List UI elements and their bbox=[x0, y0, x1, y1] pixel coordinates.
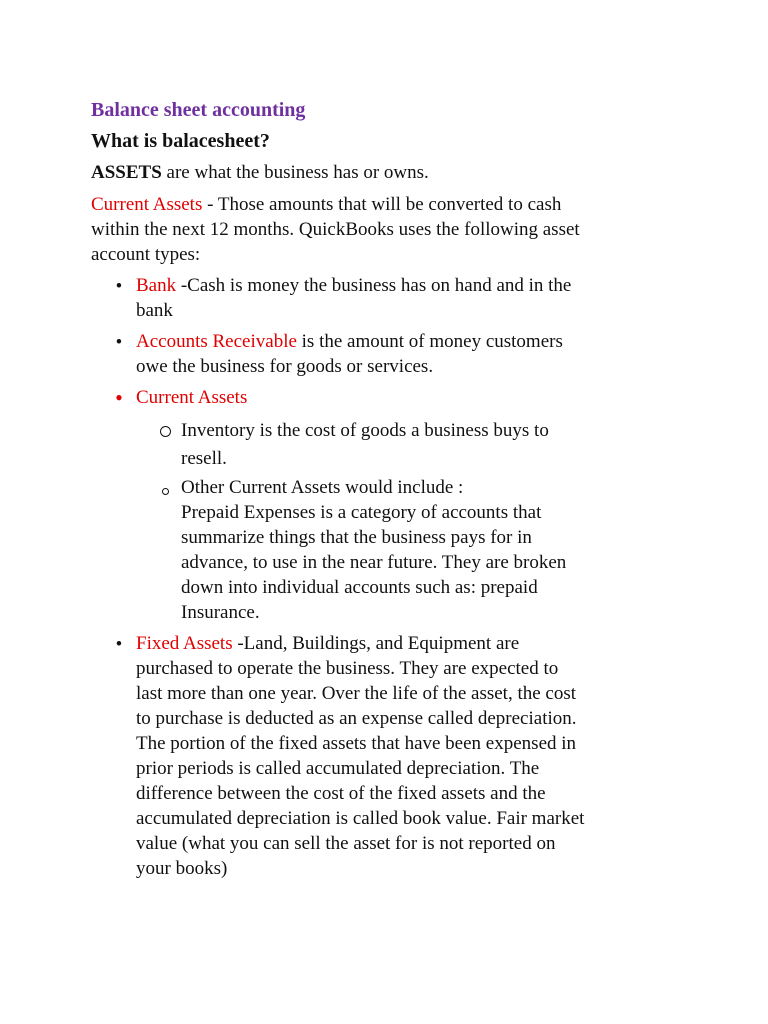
fixed-assets-text-4: to purchase is deducted as an expense called depreciation. bbox=[136, 708, 577, 729]
circle-bullet-icon bbox=[157, 419, 173, 444]
accounts-receivable-term: Accounts Receivable bbox=[136, 331, 297, 352]
bullet-icon: • bbox=[115, 332, 123, 353]
list-item-bank bbox=[136, 273, 696, 323]
assets-term: ASSETS bbox=[91, 162, 162, 183]
other-assets-text-1: Other Current Assets would include : bbox=[181, 477, 464, 498]
other-assets-text-2: Prepaid Expenses is a category of accounts that bbox=[181, 502, 542, 523]
current-assets-line-1 bbox=[91, 192, 691, 217]
bullet-icon: • bbox=[115, 276, 123, 297]
fixed-assets-text-1: -Land, Buildings, and Equipment are bbox=[232, 633, 520, 654]
question-heading: What is balacesheet? bbox=[91, 130, 270, 152]
bullet-icon: • bbox=[115, 634, 123, 655]
current-assets-item-term: Current Assets bbox=[136, 387, 248, 408]
fixed-assets-text-8: accumulated depreciation is called book value. Fair market bbox=[136, 808, 585, 829]
fixed-assets-text-3: last more than one year. Over the life of the asset, the cost bbox=[136, 683, 577, 704]
sub-item-inventory bbox=[181, 417, 651, 473]
other-assets-text-3: summarize things that the business pays for in bbox=[181, 527, 532, 548]
current-assets-line-2: within the next 12 months. QuickBooks uses the following asset bbox=[91, 219, 580, 240]
fixed-assets-term: Fixed Assets bbox=[136, 633, 233, 654]
other-assets-text-6: Insurance. bbox=[181, 602, 260, 623]
fixed-assets-text-7: difference between the cost of the fixed assets and the bbox=[136, 783, 546, 804]
fixed-assets-text-10: your books) bbox=[136, 858, 228, 879]
bank-text-2: bank bbox=[136, 300, 173, 321]
bank-term: Bank bbox=[136, 275, 177, 296]
sub-item-other-current-assets bbox=[181, 475, 651, 625]
bank-text-1: -Cash is money the business has on hand and in the bbox=[176, 275, 572, 296]
current-assets-term: Current Assets bbox=[91, 194, 203, 215]
inventory-text-2: resell. bbox=[181, 448, 227, 469]
fixed-assets-text-9: value (what you can sell the asset for is not reported on bbox=[136, 833, 556, 854]
fixed-assets-text-5: The portion of the fixed assets that have been expensed in bbox=[136, 733, 577, 754]
other-assets-text-5: down into individual accounts such as: prepaid bbox=[181, 577, 538, 598]
document-title: Balance sheet accounting bbox=[91, 99, 306, 121]
current-assets-line-3: account types: bbox=[91, 244, 201, 265]
assets-definition bbox=[91, 160, 691, 185]
assets-text: are what the business has or owns. bbox=[161, 162, 429, 183]
accounts-receivable-text-1: is the amount of money customers bbox=[296, 331, 563, 352]
list-item-accounts-receivable bbox=[136, 329, 696, 379]
accounts-receivable-text-2: owe the business for goods or services. bbox=[136, 356, 434, 377]
bullet-icon: • bbox=[115, 385, 123, 410]
fixed-assets-text-6: prior periods is called accumulated depreciation. The bbox=[136, 758, 540, 779]
list-item-current-assets bbox=[136, 385, 696, 410]
small-circle-bullet-icon bbox=[157, 477, 173, 502]
inventory-text-1: Inventory is the cost of goods a business buys to bbox=[181, 420, 549, 441]
current-assets-text-1: - Those amounts that will be converted to cash bbox=[202, 194, 562, 215]
other-assets-text-4: advance, to use in the near future. They are broken bbox=[181, 552, 567, 573]
current-assets-paragraph bbox=[91, 192, 691, 267]
fixed-assets-text-2: purchased to operate the business. They are expected to bbox=[136, 658, 559, 679]
list-item-fixed-assets bbox=[136, 631, 696, 881]
